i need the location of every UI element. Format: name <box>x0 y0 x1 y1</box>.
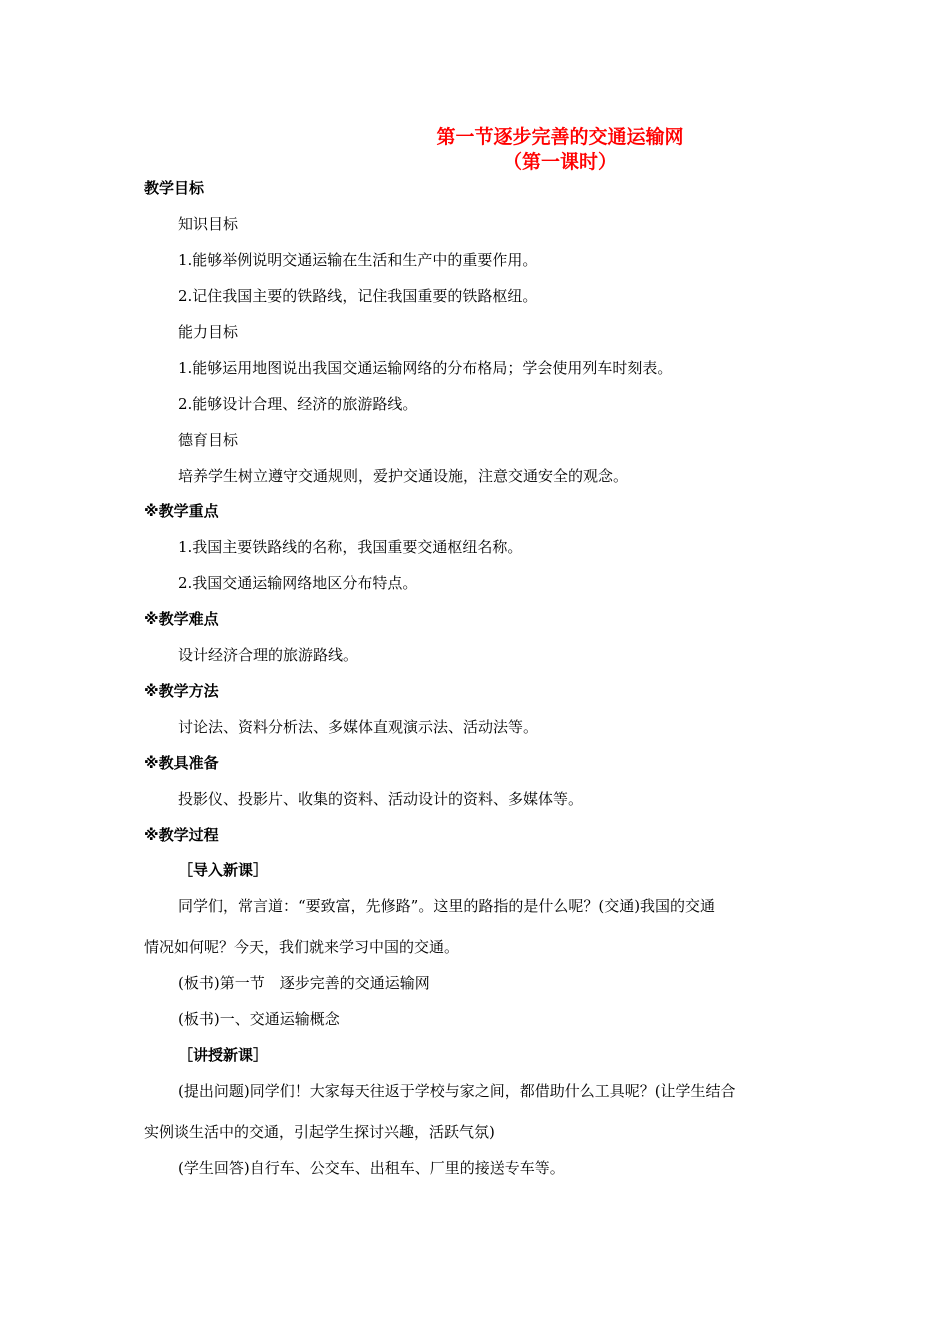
heading-difficulties: ※教学难点 <box>144 610 219 628</box>
knowledge-goal-1: 1.能够举例说明交通运输在生活和生产中的重要作用。 <box>178 251 538 269</box>
heading-methods: ※教学方法 <box>144 682 219 700</box>
intro-paragraph-line-1: 同学们，常言道：“要致富，先修路”。这里的路指的是什么呢？(交通)我国的交通 <box>178 897 716 915</box>
label-ability-goals: 能力目标 <box>178 323 239 341</box>
intro-paragraph-line-2: 情况如何呢？今天，我们就来学习中国的交通。 <box>144 938 460 956</box>
ability-goal-1: 1.能够运用地图说出我国交通运输网络的分布格局；学会使用列车时刻表。 <box>178 359 673 377</box>
knowledge-goal-2: 2.记住我国主要的铁路线，记住我国重要的铁路枢纽。 <box>178 287 538 305</box>
heading-key-points: ※教学重点 <box>144 502 219 520</box>
tools-1: 投影仪、投影片、收集的资料、活动设计的资料、多媒体等。 <box>178 790 584 808</box>
board-note-2: (板书)一、交通运输概念 <box>178 1010 340 1028</box>
heading-tools: ※教具准备 <box>144 754 219 772</box>
label-lecture: ［讲授新课］ <box>178 1046 269 1064</box>
key-point-1: 1.我国主要铁路线的名称，我国重要交通枢纽名称。 <box>178 538 523 556</box>
ability-goal-2: 2.能够设计合理、经济的旅游路线。 <box>178 395 418 413</box>
lecture-paragraph-2: (学生回答)自行车、公交车、出租车、厂里的接送专车等。 <box>178 1159 565 1177</box>
key-point-2: 2.我国交通运输网络地区分布特点。 <box>178 574 418 592</box>
heading-process: ※教学过程 <box>144 826 219 844</box>
lecture-paragraph-line-2: 实例谈生活中的交通，引起学生探讨兴趣，活跃气氛) <box>144 1123 495 1141</box>
difficulty-1: 设计经济合理的旅游路线。 <box>178 646 359 664</box>
label-intro: ［导入新课］ <box>178 861 269 879</box>
board-note-1: (板书)第一节 逐步完善的交通运输网 <box>178 974 430 992</box>
page-subtitle: （第一课时） <box>502 151 617 173</box>
lecture-paragraph-line-1: (提出问题)同学们！大家每天往返于学校与家之间，都借助什么工具呢？(让学生结合 <box>178 1082 736 1100</box>
moral-goal-1: 培养学生树立遵守交通规则，爱护交通设施，注意交通安全的观念。 <box>178 467 629 485</box>
label-knowledge-goals: 知识目标 <box>178 215 239 233</box>
method-1: 讨论法、资料分析法、多媒体直观演示法、活动法等。 <box>178 718 539 736</box>
heading-teaching-goals: 教学目标 <box>144 179 205 197</box>
page-title: 第一节逐步完善的交通运输网 <box>436 126 684 148</box>
label-moral-goals: 德育目标 <box>178 431 239 449</box>
